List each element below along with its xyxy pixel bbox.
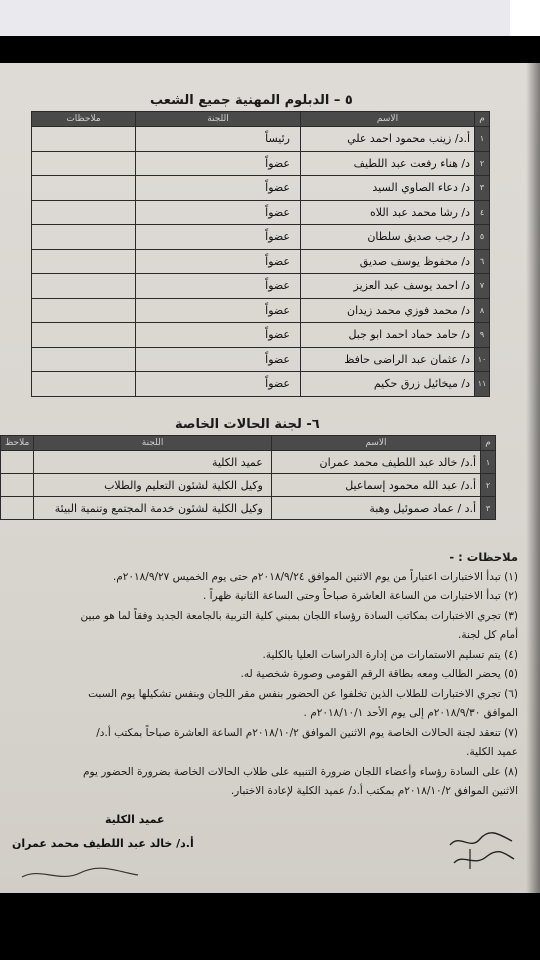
member-name: د/ حامد حماد احمد ابو جبل [301,323,475,348]
table-row [32,127,490,152]
member-notes [32,323,136,348]
table-row [32,372,490,397]
member-name: د/ محفوظ يوسف صديق [301,249,475,274]
section6-table [0,435,496,520]
member-notes [1,474,34,497]
member-name: د/ رجب صديق سلطان [301,225,475,250]
member-notes [32,372,136,397]
member-role: عميد الكلية [34,451,271,474]
member-role: عضواً [136,151,301,176]
note-line: (٧) تنعقد لجنة الحالات الخاصة يوم الاثنين الموافق ٢٠١٨/١٠/٢م الساعة العاشرة صباحاً بمكتب أ.د/ [96,726,518,739]
member-role: وكيل الكلية لشئون التعليم والطلاب [34,474,271,497]
row-num: ٧ [475,274,490,299]
member-notes [32,200,136,225]
row-num: ٢ [481,474,496,497]
member-notes [32,176,136,201]
member-name: أ.د / عماد صموئيل وهبة [271,497,480,520]
row-num: ١ [475,127,490,152]
note-line: (٨) على السادة رؤساء وأعضاء اللجان ضرورة التنبيه على طلاب الحالات الخاصة بضرورة الحضور يوم [83,765,518,778]
member-role: عضواً [136,347,301,372]
notes-block [18,548,518,802]
section5-header-row [32,112,490,127]
header-notes: ملاحظ [1,436,34,451]
member-role: رئيساً [136,127,301,152]
note-line: عميد الكلية. [466,746,518,758]
row-num: ١٠ [475,347,490,372]
row-num: ٤ [475,200,490,225]
table-row [32,323,490,348]
member-name: د/ ميخائيل زرق حكيم [301,372,475,397]
table-row [32,298,490,323]
member-name: د/ دعاء الصاوي السيد [301,176,475,201]
document-page [0,63,540,893]
section5-table [31,111,490,397]
note-line: الاثنين الموافق ٢٠١٨/١٠/٢م بمكتب أ.د/ عميد الكلية لإعادة الاختبار. [230,785,518,797]
page-edge-shadow [526,63,540,893]
header-name: الاسم [271,436,480,451]
table-row [1,451,496,474]
table-row [32,151,490,176]
member-name: د/ عثمان عبد الراضى حافظ [301,347,475,372]
table-row [32,176,490,201]
top-notch [510,0,540,36]
row-num: ٣ [481,497,496,520]
row-num: ٦ [475,249,490,274]
signature-name: أ.د/ خالد عبد اللطيف محمد عمران [12,837,194,850]
signature-title: عميد الكلية [105,813,165,826]
table-row [1,474,496,497]
table-row [32,249,490,274]
note-line: (٢) تبدأ الاختبارات من الساعة العاشرة صباحاً وحتى الساعة الثانية ظهراً . [202,590,518,602]
member-role: عضواً [136,249,301,274]
top-strip [0,0,540,36]
handwritten-scribble [20,863,140,885]
member-notes [32,347,136,372]
table-row [32,274,490,299]
row-num: ٣ [475,176,490,201]
notes-heading: ملاحظات : - [449,550,518,564]
table-row [32,347,490,372]
member-name: أ.د/ عبد الله محمود إسماعيل [271,474,480,497]
member-name: د/ محمد فوزي محمد زيدان [301,298,475,323]
section6-title: ٦- لجنة الحالات الخاصة [175,417,320,432]
section5-title: ٥ – الدبلوم المهنية جميع الشعب [150,93,353,108]
header-role: اللجنة [34,436,271,451]
member-name: د/ رشا محمد عبد اللاه [301,200,475,225]
row-num: ١ [481,451,496,474]
row-num: ٩ [475,323,490,348]
member-notes [32,249,136,274]
note-line: (٥) يحضر الطالب ومعه بطاقة الرقم القومى وصورة شخصية له. [240,668,518,680]
header-num: م [481,436,496,451]
member-role: وكيل الكلية لشئون خدمة المجتمع وتنمية البيئة [34,497,271,520]
row-num: ٢ [475,151,490,176]
member-role: عضواً [136,225,301,250]
handwritten-initials [440,823,520,873]
header-name: الاسم [301,112,475,127]
member-name: أ.د/ زينب محمود احمد علي [301,127,475,152]
member-name: د/ هناء رفعت عبد اللطيف [301,151,475,176]
row-num: ١١ [475,372,490,397]
member-role: عضواً [136,298,301,323]
member-role: عضواً [136,274,301,299]
member-notes [32,274,136,299]
table-row [32,200,490,225]
member-notes [32,151,136,176]
member-notes [32,298,136,323]
section6-header-row [1,436,496,451]
member-notes [1,497,34,520]
member-role: عضواً [136,200,301,225]
member-role: عضواً [136,372,301,397]
header-num: م [475,112,490,127]
header-notes: ملاحظات [32,112,136,127]
table-row [1,497,496,520]
member-role: عضواً [136,176,301,201]
header-role: اللجنة [136,112,301,127]
note-line: (٦) تجري الاختبارات للطلاب الذين تخلفوا عن الحضور بنفس مقر اللجان وبنفس تشكيلها يوم السبت [88,687,518,700]
note-line: (١) تبدأ الاختبارات اعتباراً من يوم الاثنين الموافق ٢٠١٨/٩/٢٤م حتى يوم الخميس ٢٠١٨/٩/٢٧م. [112,570,518,583]
note-line: أمام كل لجنة. [458,629,518,641]
member-notes [32,225,136,250]
member-notes [1,451,34,474]
note-line: (٤) يتم تسليم الاستمارات من إدارة الدراسات العليا بالكلية. [262,648,518,661]
member-role: عضواً [136,323,301,348]
note-line: (٣) تجري الاختبارات بمكاتب السادة رؤساء اللجان بمبني كلية التربية بالجامعة الجديد وفقاً لما هو مبين [80,609,518,622]
table-row [32,225,490,250]
member-name: أ.د/ خالد عبد اللطيف محمد عمران [271,451,480,474]
member-name: د/ احمد يوسف عبد العزيز [301,274,475,299]
note-line: الموافق ٢٠١٨/٩/٣٠م إلى يوم الأحد ٢٠١٨/١٠/١م . [303,707,518,719]
row-num: ٥ [475,225,490,250]
member-notes [32,127,136,152]
row-num: ٨ [475,298,490,323]
